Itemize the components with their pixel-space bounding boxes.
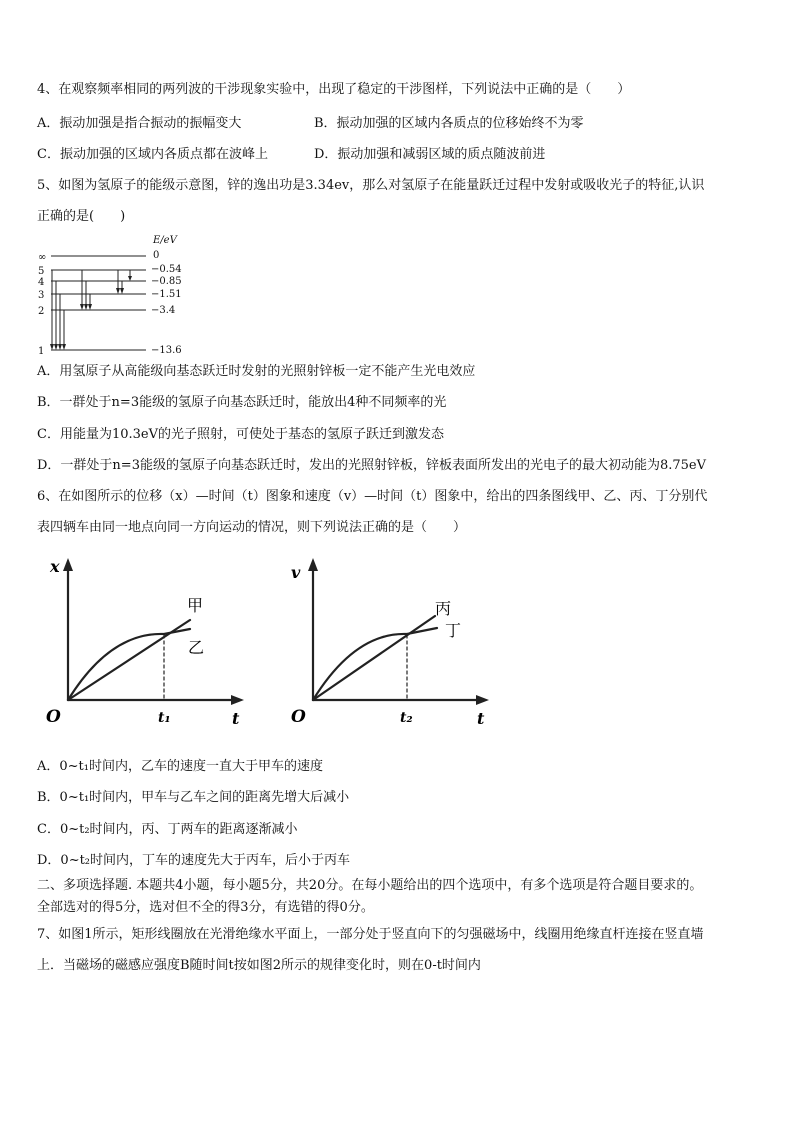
level-energy-5: −0.54 xyxy=(151,264,182,275)
q6-option-b: B．0~t₁时间内，甲车与乙车之间的距离先增大后减小 xyxy=(37,790,350,805)
level-n-3: 3 xyxy=(38,290,45,301)
vt-label-bing: 丙 xyxy=(435,599,452,618)
q6-stem-line2: 表四辆车由同一地点向同一方向运动的情况，则下列说法正确的是（ ） xyxy=(37,520,467,535)
vt-graph xyxy=(285,552,500,732)
q5-option-d: D．一群处于n=3能级的氢原子向基态跃迁时，发出的光照射锌板，锌板表面所发出的光电子的最大初动能为8.75eV xyxy=(37,458,706,473)
q5-option-b: B．一群处于n=3能级的氢原子向基态跃迁时，能放出4种不同频率的光 xyxy=(37,395,447,410)
xt-label-yi: 乙 xyxy=(188,638,205,657)
xt-tick-t1: t₁ xyxy=(158,710,171,726)
level-energy-3: −1.51 xyxy=(151,289,182,300)
vt-label-ding: 丁 xyxy=(445,621,462,640)
level-n-inf: ∞ xyxy=(38,252,47,263)
level-energy-1: −13.6 xyxy=(151,345,182,356)
level-energy-inf: 0 xyxy=(153,250,160,261)
energy-unit-label: E/eV xyxy=(153,235,177,246)
level-n-5: 5 xyxy=(38,266,45,277)
q4-option-c: C．振动加强的区域内各质点都在波峰上 xyxy=(37,147,268,162)
level-n-1: 1 xyxy=(38,346,45,357)
vt-xlabel: t xyxy=(477,709,485,728)
q6-stem-line1: 6、在如图所示的位移（x）—时间（t）图象和速度（v）—时间（t）图象中，给出的四条图线甲、乙、丙、丁分别代 xyxy=(37,489,708,504)
q7-line2: 上．当磁场的磁感应强度B随时间t按如图2所示的规律变化时，则在0-t时间内 xyxy=(37,958,481,973)
section2-line2: 全部选对的得5分，选对但不全的得3分，有选错的得0分。 xyxy=(37,900,374,915)
level-energy-4: −0.85 xyxy=(151,276,182,287)
q7-line1: 7、如图1所示，矩形线圈放在光滑绝缘水平面上，一部分处于竖直向下的匀强磁场中，线圈用绝缘直杆连接在竖直墙 xyxy=(37,927,704,942)
vt-tick-t2: t₂ xyxy=(400,710,413,726)
xt-label-jia: 甲 xyxy=(187,596,204,615)
xt-graph xyxy=(40,552,255,732)
vt-ylabel: v xyxy=(291,563,301,582)
q4-option-b: B．振动加强的区域内各质点的位移始终不为零 xyxy=(314,116,584,131)
q4-option-d: D．振动加强和减弱区域的质点随波前进 xyxy=(314,147,546,162)
level-n-4: 4 xyxy=(38,277,45,288)
q4-option-a: A．振动加强是指合振动的振幅变大 xyxy=(37,116,242,131)
xt-ylabel: x xyxy=(50,557,60,576)
q5-option-a: A．用氢原子从高能级向基态跃迁时发射的光照射锌板一定不能产生光电效应 xyxy=(37,364,476,379)
energy-level-diagram xyxy=(30,232,200,360)
section2-line1: 二、多项选择题. 本题共4小题，每小题5分，共20分。在每小题给出的四个选项中，有多个选项是符合题目要求的。 xyxy=(37,878,703,893)
level-n-2: 2 xyxy=(38,306,45,317)
q6-option-d: D．0~t₂时间内，丁车的速度先大于丙车，后小于丙车 xyxy=(37,853,351,868)
q6-option-a: A．0~t₁时间内，乙车的速度一直大于甲车的速度 xyxy=(37,759,323,774)
q6-option-c: C．0~t₂时间内，丙、丁两车的距离逐渐减小 xyxy=(37,822,298,837)
vt-origin: O xyxy=(291,707,306,727)
xt-origin: O xyxy=(46,707,61,727)
xt-xlabel: t xyxy=(232,709,240,728)
q5-stem-line1: 5、如图为氢原子的能级示意图，锌的逸出功是3.34ev，那么对氢原子在能量跃迁过程中发射或吸收光子的特征,认识 xyxy=(37,178,705,193)
q4-stem: 4、在观察频率相同的两列波的干涉现象实验中，出现了稳定的干涉图样，下列说法中正确的是（ ） xyxy=(37,82,631,97)
level-energy-2: −3.4 xyxy=(151,305,176,316)
q5-option-c: C．用能量为10.3eV的光子照射，可使处于基态的氢原子跃迁到激发态 xyxy=(37,427,444,442)
q5-stem-line2: 正确的是( ) xyxy=(37,209,126,224)
